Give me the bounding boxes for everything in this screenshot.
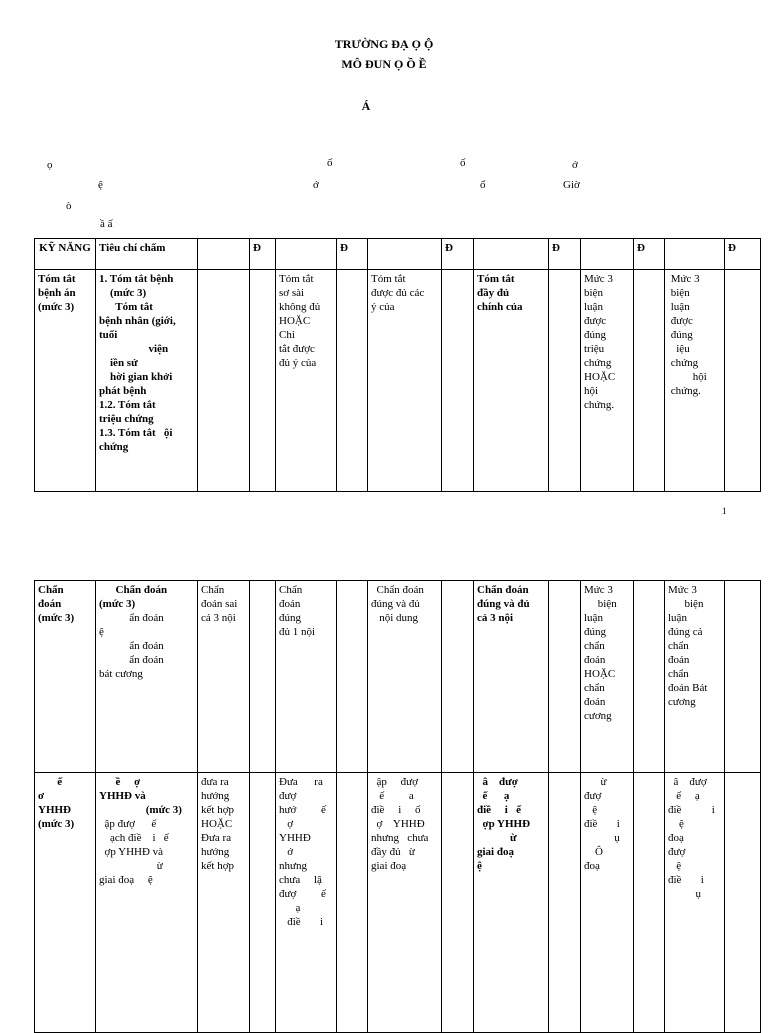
text-line: luận bbox=[584, 612, 603, 624]
score-cell bbox=[634, 270, 665, 492]
level-2-cell bbox=[368, 270, 442, 492]
text-line: ợ YHHĐ bbox=[371, 818, 425, 830]
text-line: đượ bbox=[668, 846, 686, 858]
text-line: Ô bbox=[584, 846, 603, 858]
text-line: Tóm tắt bbox=[279, 273, 314, 285]
level-0-cell bbox=[198, 581, 250, 773]
text-line: hướ ế bbox=[279, 804, 326, 816]
text-line: chưa lậ bbox=[279, 874, 322, 886]
score-cell bbox=[337, 270, 368, 492]
text-line: đúng bbox=[584, 329, 606, 341]
text-line: cương bbox=[668, 696, 696, 708]
text-line: đoạ bbox=[668, 832, 684, 844]
text-line: ơ bbox=[38, 790, 45, 802]
text-line: ợp YHHĐ bbox=[477, 818, 531, 830]
text-line: chứng. bbox=[584, 399, 615, 411]
level-4-cell bbox=[581, 773, 634, 1033]
header-score: Đ bbox=[634, 239, 665, 270]
text-line: chứng. bbox=[668, 385, 701, 397]
info-text: Giờ bbox=[563, 179, 580, 191]
text-line: đúng cả bbox=[668, 626, 703, 638]
level-0-cell bbox=[198, 773, 250, 1033]
text-line: ập đượ bbox=[371, 776, 418, 788]
score-cell bbox=[442, 270, 474, 492]
text-line: ẩn đoán bbox=[99, 612, 164, 624]
text-line: ế a bbox=[371, 790, 414, 802]
text-line: ạ bbox=[279, 902, 301, 914]
text-line: 1.3. Tóm tắt ội bbox=[99, 427, 173, 439]
text-line: ừ bbox=[477, 832, 517, 844]
text-line: HOẶC bbox=[584, 371, 616, 383]
text-line: ạch điề i ế bbox=[99, 832, 169, 844]
text-line: ụ bbox=[668, 888, 701, 900]
text-line: đầy đủ bbox=[477, 287, 510, 299]
text-line: ừ bbox=[584, 776, 607, 788]
header-cell bbox=[665, 239, 725, 270]
score-cell bbox=[549, 270, 581, 492]
text-line: ẩn đoán bbox=[99, 640, 164, 652]
grading-table-page-1 bbox=[34, 238, 761, 492]
text-line: Mức 3 bbox=[584, 273, 613, 285]
level-3-cell bbox=[474, 270, 549, 492]
text-line: được bbox=[668, 315, 693, 327]
text-line: 1. Tóm tắt bệnh bbox=[99, 273, 174, 285]
text-line: điề i bbox=[668, 874, 704, 886]
text-line: đượ bbox=[584, 790, 602, 802]
text-line: Chẩn đoán bbox=[477, 584, 529, 596]
text-line: ẩn đoán bbox=[99, 654, 164, 666]
text-line: bệnh nhân (giới, bbox=[99, 315, 176, 327]
text-line: đầy đủ ừ bbox=[371, 846, 415, 858]
header-cell bbox=[368, 239, 442, 270]
text-line: không đủ bbox=[279, 301, 321, 313]
score-cell bbox=[250, 270, 276, 492]
text-line: biện bbox=[584, 287, 603, 299]
text-line: nội dung bbox=[371, 612, 419, 624]
text-line: chẩn bbox=[584, 640, 605, 652]
text-line: đúng bbox=[584, 626, 606, 638]
text-line: sơ sài bbox=[279, 287, 305, 299]
score-cell bbox=[250, 581, 276, 773]
text-line: đoán bbox=[584, 696, 606, 708]
header-cell bbox=[276, 239, 337, 270]
text-line: chẩn bbox=[668, 640, 689, 652]
score-cell bbox=[442, 581, 474, 773]
text-line: đượ ế bbox=[279, 888, 326, 900]
text-line: triệu bbox=[584, 343, 605, 355]
text-line: ệ bbox=[584, 804, 598, 816]
text-line: luận bbox=[668, 301, 690, 313]
skill-cell bbox=[35, 270, 96, 492]
text-line: đưa ra bbox=[201, 776, 229, 788]
text-line: chính của bbox=[477, 301, 523, 313]
text-line: Tóm tắt bbox=[38, 273, 76, 285]
level-5-cell bbox=[665, 773, 725, 1033]
text-line: (mức 3) bbox=[38, 818, 75, 830]
level-1-cell bbox=[276, 581, 337, 773]
text-line: hướng bbox=[201, 790, 230, 802]
text-line: chẩn bbox=[668, 668, 689, 680]
header-criteria: Tiêu chí chấm bbox=[96, 239, 198, 270]
text-line: Chẩn bbox=[201, 584, 225, 596]
text-line: Chẩn bbox=[279, 584, 303, 596]
text-line: giai đoạ bbox=[477, 846, 514, 858]
text-line: Chẩn bbox=[38, 584, 64, 596]
text-line: điề i ế bbox=[477, 804, 521, 816]
text-line: Đưa ra bbox=[279, 776, 323, 788]
text-line: ề ợ bbox=[99, 776, 141, 788]
text-line: bát cương bbox=[99, 668, 143, 680]
grading-table-page-2 bbox=[34, 580, 761, 1033]
skill-cell bbox=[35, 581, 96, 773]
info-text: ố bbox=[327, 157, 333, 169]
header-score: Đ bbox=[549, 239, 581, 270]
text-line: hời gian khởi bbox=[99, 371, 173, 383]
text-line: chứng bbox=[99, 441, 129, 453]
info-text: ổ bbox=[480, 179, 486, 191]
text-line: được bbox=[584, 315, 607, 327]
score-cell bbox=[337, 581, 368, 773]
text-line: YHHĐ và bbox=[99, 790, 146, 802]
text-line: Chỉ bbox=[279, 329, 295, 341]
text-line: điề i bbox=[584, 818, 620, 830]
text-line: ế ạ bbox=[477, 790, 510, 802]
text-line: kết hợp bbox=[201, 860, 235, 872]
text-line: điề i ố bbox=[371, 804, 421, 816]
text-line: đúng và đủ bbox=[477, 598, 530, 610]
text-line: cả 3 nội bbox=[477, 612, 514, 624]
text-line: đượ bbox=[279, 790, 297, 802]
header-cell bbox=[198, 239, 250, 270]
score-cell bbox=[250, 773, 276, 1033]
header-score: Đ bbox=[725, 239, 761, 270]
text-line: đoán bbox=[38, 598, 62, 610]
text-line: ừ bbox=[99, 860, 163, 872]
header-cell bbox=[474, 239, 549, 270]
text-line: Mức 3 bbox=[668, 584, 697, 596]
text-line: tắt được bbox=[279, 343, 315, 355]
document-title-line-2: MÔ ĐUN Ọ Ồ Ề bbox=[341, 57, 427, 71]
text-line: hướng bbox=[201, 846, 230, 858]
text-line: điề i bbox=[668, 804, 715, 816]
info-text: ọ bbox=[47, 159, 53, 171]
text-line: biện bbox=[668, 287, 690, 299]
header-cell bbox=[581, 239, 634, 270]
text-line: luận bbox=[584, 301, 603, 313]
score-cell bbox=[337, 773, 368, 1033]
criteria-cell bbox=[96, 773, 198, 1033]
text-line: ệ bbox=[668, 860, 682, 872]
text-line: đoán bbox=[668, 654, 690, 666]
header-score: Đ bbox=[337, 239, 368, 270]
text-line: đoạ bbox=[584, 860, 600, 872]
text-line: YHHĐ bbox=[38, 804, 71, 816]
text-line: iền sử bbox=[99, 357, 138, 369]
header-skill: KỸ NĂNG bbox=[35, 239, 96, 270]
info-text: ệ bbox=[98, 179, 103, 191]
score-cell bbox=[725, 773, 761, 1033]
text-line: biện bbox=[584, 598, 617, 610]
text-line: nhưng bbox=[279, 860, 307, 872]
text-line: ế bbox=[38, 776, 63, 788]
level-5-cell bbox=[665, 581, 725, 773]
info-text: ò bbox=[66, 200, 72, 212]
text-line: giai đoạ ệ bbox=[99, 874, 153, 886]
text-line: đủ 1 nội bbox=[279, 626, 316, 638]
score-cell bbox=[725, 270, 761, 492]
text-line: Đưa ra bbox=[201, 832, 232, 844]
text-line: Mức 3 bbox=[668, 273, 700, 285]
text-line: ý của bbox=[371, 301, 395, 313]
text-line: triệu chứng bbox=[99, 413, 154, 425]
score-cell bbox=[442, 773, 474, 1033]
text-line: HOẶC bbox=[584, 668, 616, 680]
text-line: (mức 3) bbox=[99, 804, 182, 816]
text-line: ệ bbox=[477, 860, 482, 872]
text-line: Mức 3 bbox=[584, 584, 613, 596]
text-line: điề i bbox=[279, 916, 323, 928]
text-line: Tóm tắt bbox=[477, 273, 515, 285]
text-line: hội bbox=[668, 371, 707, 383]
score-cell bbox=[725, 581, 761, 773]
text-line: luận bbox=[668, 612, 687, 624]
text-line: YHHĐ bbox=[279, 832, 311, 844]
text-line: Chẩn đoán bbox=[99, 584, 168, 596]
level-4-cell bbox=[581, 270, 634, 492]
text-line: â đượ bbox=[668, 776, 707, 788]
text-line: ệ bbox=[668, 818, 684, 830]
level-5-cell bbox=[665, 270, 725, 492]
text-line: chứng bbox=[668, 357, 699, 369]
criteria-cell bbox=[96, 270, 198, 492]
text-line: ệ bbox=[99, 626, 104, 638]
score-cell bbox=[549, 581, 581, 773]
score-cell bbox=[634, 581, 665, 773]
page-number: 1 bbox=[722, 506, 727, 516]
text-line: kết hợp bbox=[201, 804, 235, 816]
text-line: được đủ các bbox=[371, 287, 425, 299]
text-line: ợp YHHĐ và bbox=[99, 846, 164, 858]
skill-cell bbox=[35, 773, 96, 1033]
info-text: ớ bbox=[313, 179, 319, 191]
criteria-cell bbox=[96, 581, 198, 773]
text-line: â đượ bbox=[477, 776, 518, 788]
text-line: iệu bbox=[668, 343, 690, 355]
level-1-cell bbox=[276, 773, 337, 1033]
text-line: 1.2. Tóm tắt bbox=[99, 399, 156, 411]
text-line: cả 3 nội bbox=[201, 612, 236, 624]
text-line: Tóm tắt bbox=[371, 273, 406, 285]
text-line: đúng và đủ bbox=[371, 598, 420, 610]
text-line: HOẶC bbox=[201, 818, 233, 830]
text-line: (mức 3) bbox=[38, 301, 75, 313]
text-line: đủ ý của bbox=[279, 357, 317, 369]
text-line: đoán Bát bbox=[668, 682, 708, 694]
document-title-line-1: TRƯỜNG ĐẠ Ọ Ộ bbox=[334, 37, 434, 51]
text-line: đúng bbox=[279, 612, 301, 624]
level-2-cell bbox=[368, 581, 442, 773]
text-line: giai đoạ bbox=[371, 860, 407, 872]
text-line: (mức 3) bbox=[99, 287, 147, 299]
text-line: ợ bbox=[279, 818, 294, 830]
text-line: bệnh án bbox=[38, 287, 76, 299]
text-line: ụ bbox=[584, 832, 620, 844]
info-text: ố bbox=[460, 157, 466, 169]
document-title-line-3: Á bbox=[361, 99, 371, 113]
header-score: Đ bbox=[250, 239, 276, 270]
text-line: (mức 3) bbox=[38, 612, 75, 624]
info-text: ầ ấ bbox=[100, 218, 113, 230]
text-line: đoán bbox=[279, 598, 301, 610]
header-score: Đ bbox=[442, 239, 474, 270]
level-3-cell bbox=[474, 581, 549, 773]
text-line: ớ bbox=[279, 846, 294, 858]
text-line: đoán bbox=[584, 654, 606, 666]
score-cell bbox=[634, 773, 665, 1033]
text-line: (mức 3) bbox=[99, 598, 136, 610]
text-line: ập đượ ế bbox=[99, 818, 157, 830]
text-line: ế ạ bbox=[668, 790, 700, 802]
empty-cell bbox=[198, 270, 250, 492]
text-line: Tóm tắt bbox=[99, 301, 153, 313]
text-line: nhưng chưa bbox=[371, 832, 429, 844]
text-line: viện bbox=[99, 343, 169, 355]
text-line: đoán sai bbox=[201, 598, 238, 610]
level-4-cell bbox=[581, 581, 634, 773]
info-text: ớ bbox=[572, 159, 578, 171]
level-1-cell bbox=[276, 270, 337, 492]
text-line: tuổi bbox=[99, 329, 118, 341]
text-line: biện bbox=[668, 598, 704, 610]
text-line: chẩn bbox=[584, 682, 605, 694]
text-line: phát bệnh bbox=[99, 385, 147, 397]
level-3-cell bbox=[474, 773, 549, 1033]
text-line: chứng bbox=[584, 357, 612, 369]
text-line: cương bbox=[584, 710, 612, 722]
text-line: hội bbox=[584, 385, 599, 397]
score-cell bbox=[549, 773, 581, 1033]
text-line: Chẩn đoán bbox=[371, 584, 424, 596]
text-line: HOẶC bbox=[279, 315, 311, 327]
text-line: đúng bbox=[668, 329, 693, 341]
level-2-cell bbox=[368, 773, 442, 1033]
